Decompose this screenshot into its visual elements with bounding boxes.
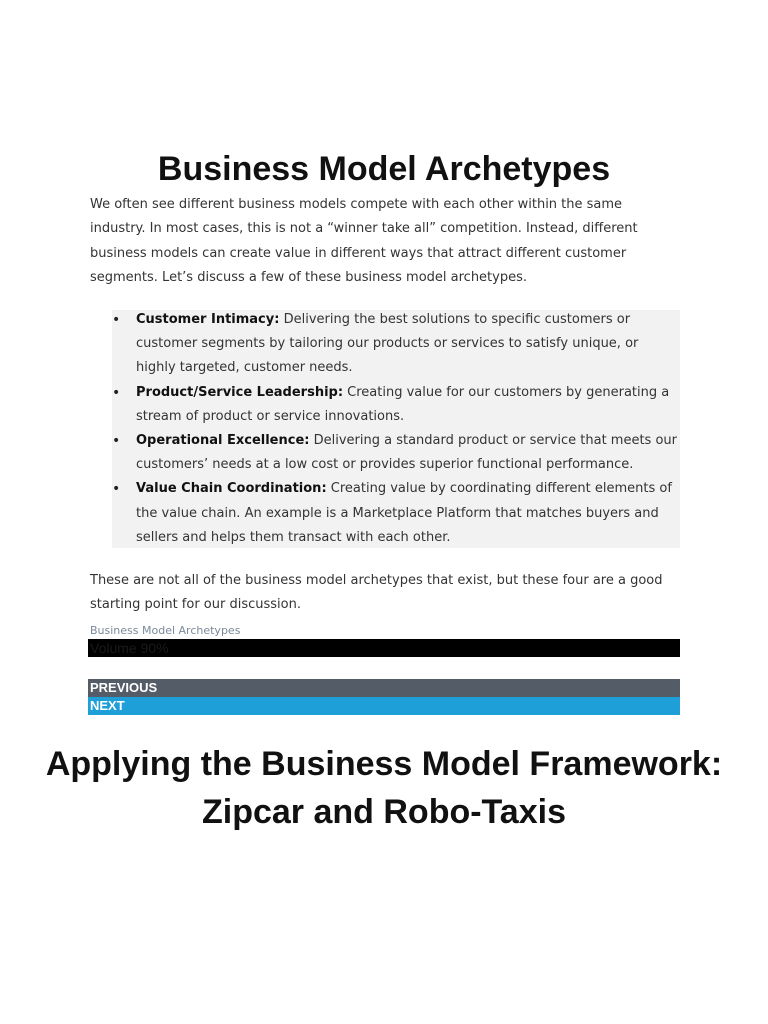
list-item bbox=[112, 429, 680, 477]
intro-paragraph: We often see different business models compete with each other within the same industry. In most cases, this is not a “winner take all” competition. Instead, different business models can create value in different ways that attract different customer segments. Let’s discuss a few of these business model archetypes. bbox=[90, 197, 638, 286]
bullet-icon: • bbox=[112, 312, 121, 328]
archetype-term: Customer Intimacy: bbox=[136, 312, 280, 327]
archetype-list bbox=[112, 308, 680, 550]
list-item bbox=[112, 308, 680, 381]
media-caption: Business Model Archetypes bbox=[90, 624, 241, 637]
archetype-description: Delivering the best solutions to specific customers or customer segments by tailoring our products or services to satisfy unique, or highly targeted, customer needs. bbox=[136, 312, 639, 376]
volume-slider[interactable] bbox=[88, 639, 680, 657]
page-title: Business Model Archetypes bbox=[157, 150, 611, 188]
archetype-term: Product/Service Leadership: bbox=[136, 384, 344, 400]
archetype-term: Value Chain Coordination: bbox=[136, 481, 327, 497]
archetype-description: Creating value by coordinating different elements of the value chain. An example is a Marketplace Platform that matches buyers and sellers and helps them transact with each other. bbox=[136, 481, 672, 545]
previous-button[interactable]: PREVIOUS bbox=[88, 679, 680, 697]
list-item bbox=[112, 381, 680, 429]
list-item bbox=[112, 477, 680, 550]
archetype-list-box bbox=[112, 310, 680, 548]
next-section-title: Applying the Business Model Framework: Zipcar and Robo-Taxis bbox=[45, 745, 723, 831]
bullet-icon: • bbox=[112, 384, 121, 401]
archetype-description: Delivering a standard product or service that meets our customers’ needs at a low cost or provides superior functional performance. bbox=[136, 433, 677, 473]
archetype-description: Creating value for our customers by generating a stream of product or service innovations. bbox=[136, 384, 670, 424]
bullet-icon: • bbox=[112, 481, 121, 498]
outro-paragraph: These are not all of the business model archetypes that exist, but these four are a good starting point for our discussion. bbox=[90, 573, 663, 613]
volume-label: Volume 90% bbox=[90, 640, 169, 656]
bullet-icon: • bbox=[112, 433, 121, 450]
archetype-term: Operational Excellence: bbox=[136, 433, 310, 449]
next-button[interactable]: NEXT bbox=[88, 697, 680, 715]
